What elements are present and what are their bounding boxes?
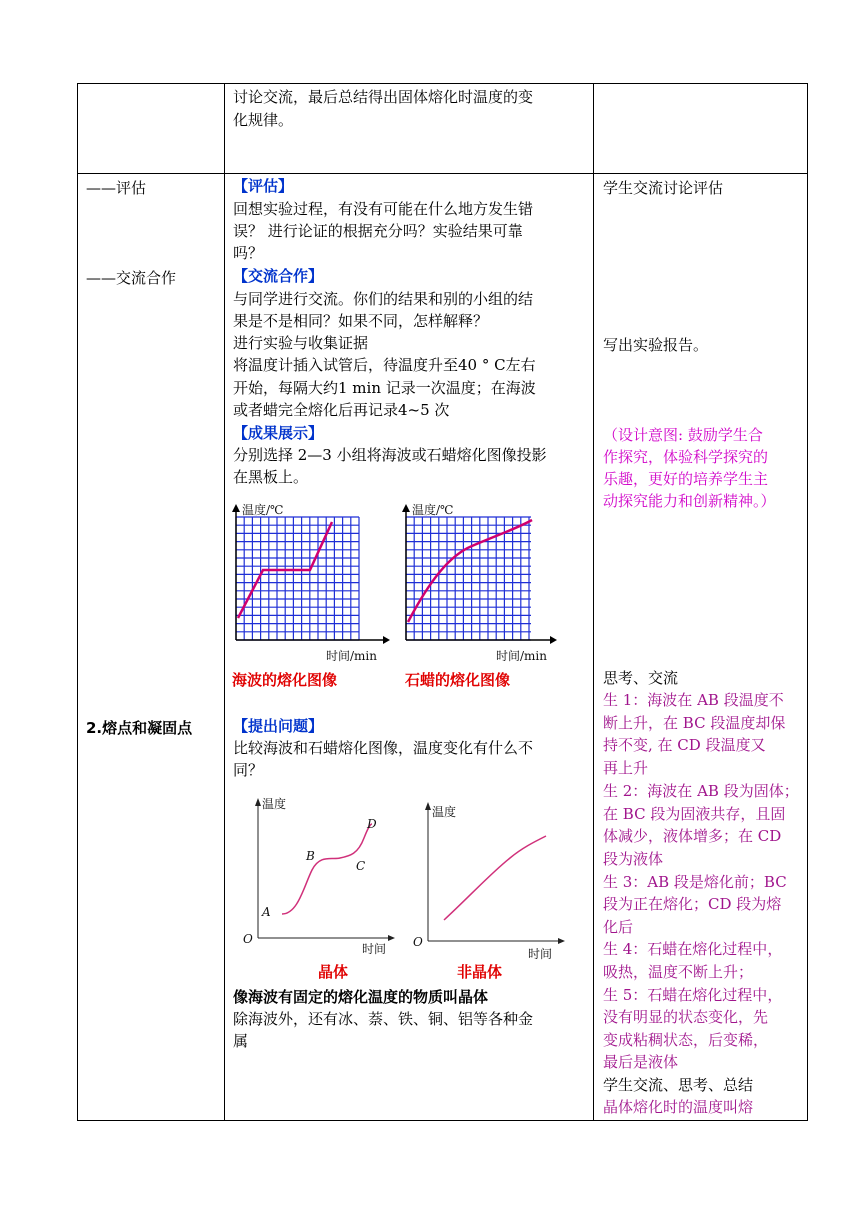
show-line-1: 分别选择 2—3 小组将海波或石蜡熔化图像投影	[233, 446, 547, 464]
amorphous-curve	[444, 836, 546, 920]
grid	[406, 517, 531, 640]
paraffin-xlabel: 时间/min	[496, 649, 547, 663]
s2-line-3: 体减少，液体增多；在 CD	[603, 827, 782, 845]
amorphous-xlabel: 时间	[528, 947, 553, 961]
grid	[236, 517, 359, 640]
y-axis-arrow	[425, 802, 431, 810]
y-axis-arrow	[255, 798, 261, 806]
x-axis-arrow	[388, 935, 395, 941]
amorphous-figure	[410, 796, 570, 966]
point-d-label: D	[367, 817, 377, 831]
s2-line-2: 在 BC 段为固液共存，且固	[603, 805, 786, 823]
crystal-definition: 像海波有固定的熔化温度的物质叫晶体	[233, 988, 489, 1006]
s1-line-3: 持不变, 在 CD 段温度又	[603, 736, 766, 754]
crystal-note: 晶体熔化时的温度叫熔	[603, 1098, 754, 1116]
column-divider-1	[224, 84, 225, 1120]
s3-line-2: 段为正在熔化；CD 段为熔	[603, 895, 782, 913]
point-b-label: B	[306, 849, 315, 863]
summary-text: 学生交流、思考、总结	[603, 1076, 754, 1094]
right-report: 写出实验报告。	[603, 336, 709, 354]
coop-line-1: 与同学进行交流。你们的结果和别的小组的结	[233, 290, 534, 308]
s5-line-1: 生 5：石蜡在熔化过程中，	[603, 986, 783, 1004]
crystal-origin: O	[243, 932, 253, 946]
s4-line-2: 吸热，温度不断上升；	[603, 963, 754, 981]
question-line-1: 比较海波和石蜡熔化图像，温度变化有什么不	[233, 739, 534, 757]
label-evaluate: ——评估	[86, 179, 147, 197]
amorphous-origin: O	[413, 935, 423, 949]
paraffin-ylabel: 温度/℃	[412, 503, 454, 517]
s3-line-1: 生 3：AB 段是熔化前；BC	[603, 873, 787, 891]
paraffin-melting-graph	[400, 500, 560, 663]
design-line-3: 乐趣，更好的培养学生主	[603, 470, 769, 488]
crystal-figure	[240, 790, 400, 960]
paraffin-caption: 石蜡的熔化图像	[405, 671, 511, 689]
s1-line-1: 生 1：海波在 AB 段温度不	[603, 691, 784, 709]
point-c-label: C	[356, 859, 366, 873]
coop-line-2: 果是不是相同？如果不同，怎样解释？	[233, 312, 489, 330]
s5-line-2: 没有明显的状态变化，先	[603, 1008, 769, 1026]
y-axis-arrow	[232, 504, 240, 512]
design-line-1: （设计意图: 鼓励学生合	[603, 426, 763, 444]
right-evaluate: 学生交流讨论评估	[603, 179, 724, 197]
right-think: 思考、交流	[603, 669, 679, 687]
section-melting-point: 2.熔点和凝固点	[86, 719, 193, 737]
coop-line-5: 开始，每隔大约1 min 记录一次温度；在海波	[233, 379, 536, 397]
point-a-label: A	[262, 905, 271, 919]
coop-line-4: 将温度计插入试管后，待温度升至40 ° C左右	[233, 356, 536, 374]
eval-line-3: 吗？	[233, 244, 264, 262]
crystal-ylabel: 温度	[262, 797, 287, 811]
crystal-caption: 晶体	[318, 963, 349, 981]
hypo-melting-graph	[228, 500, 388, 663]
row1-line-1: 讨论交流，最后总结得出固体熔化时温度的变	[233, 88, 534, 106]
coop-line-6: 或者蜡完全熔化后再记录4~5 次	[233, 401, 450, 419]
s5-line-3: 变成粘稠状态，后变稀，	[603, 1031, 769, 1049]
heading-question: 【提出问题】	[233, 717, 324, 735]
label-cooperate: ——交流合作	[86, 269, 177, 287]
eval-line-1: 回想实验过程，有没有可能在什么地方发生错	[233, 200, 534, 218]
s1-line-2: 断上升，在 BC 段温度却保	[603, 714, 786, 732]
hypo-caption: 海波的熔化图像	[232, 671, 338, 689]
design-line-4: 动探究能力和创新精神。）	[603, 492, 776, 510]
s2-line-1: 生 2：海波在 AB 段为固体；	[603, 782, 799, 800]
question-line-2: 同？	[233, 761, 264, 779]
row1-line-2: 化规律。	[233, 111, 294, 129]
design-line-2: 作探究，体验科学探究的	[603, 448, 769, 466]
heading-results: 【成果展示】	[233, 424, 324, 442]
x-axis-arrow	[550, 636, 557, 644]
x-axis-arrow	[558, 938, 565, 944]
crystal-xlabel: 时间	[362, 942, 387, 956]
hypo-xlabel: 时间/min	[326, 649, 377, 663]
s1-line-4: 再上升	[603, 759, 649, 777]
s3-line-3: 化后	[603, 918, 634, 936]
metal-line-1: 除海波外，还有冰、萘、铁、铜、铝等各种金	[233, 1010, 534, 1028]
y-axis-arrow	[402, 504, 410, 512]
row-divider	[78, 173, 807, 174]
show-line-2: 在黑板上。	[233, 468, 309, 486]
heading-cooperate: 【交流合作】	[233, 267, 324, 285]
eval-line-2: 误？ 进行论证的根据充分吗？实验结果可靠	[233, 222, 523, 240]
coop-line-3: 进行实验与收集证据	[233, 334, 369, 352]
hypo-ylabel: 温度/℃	[242, 503, 284, 517]
amorphous-ylabel: 温度	[432, 805, 457, 819]
metal-line-2: 属	[233, 1032, 249, 1050]
amorphous-caption: 非晶体	[457, 963, 503, 981]
s2-line-4: 段为液体	[603, 850, 664, 868]
heading-evaluate: 【评估】	[233, 177, 294, 195]
s5-line-4: 最后是液体	[603, 1053, 679, 1071]
s4-line-1: 生 4：石蜡在熔化过程中，	[603, 940, 783, 958]
column-divider-2	[593, 84, 594, 1120]
